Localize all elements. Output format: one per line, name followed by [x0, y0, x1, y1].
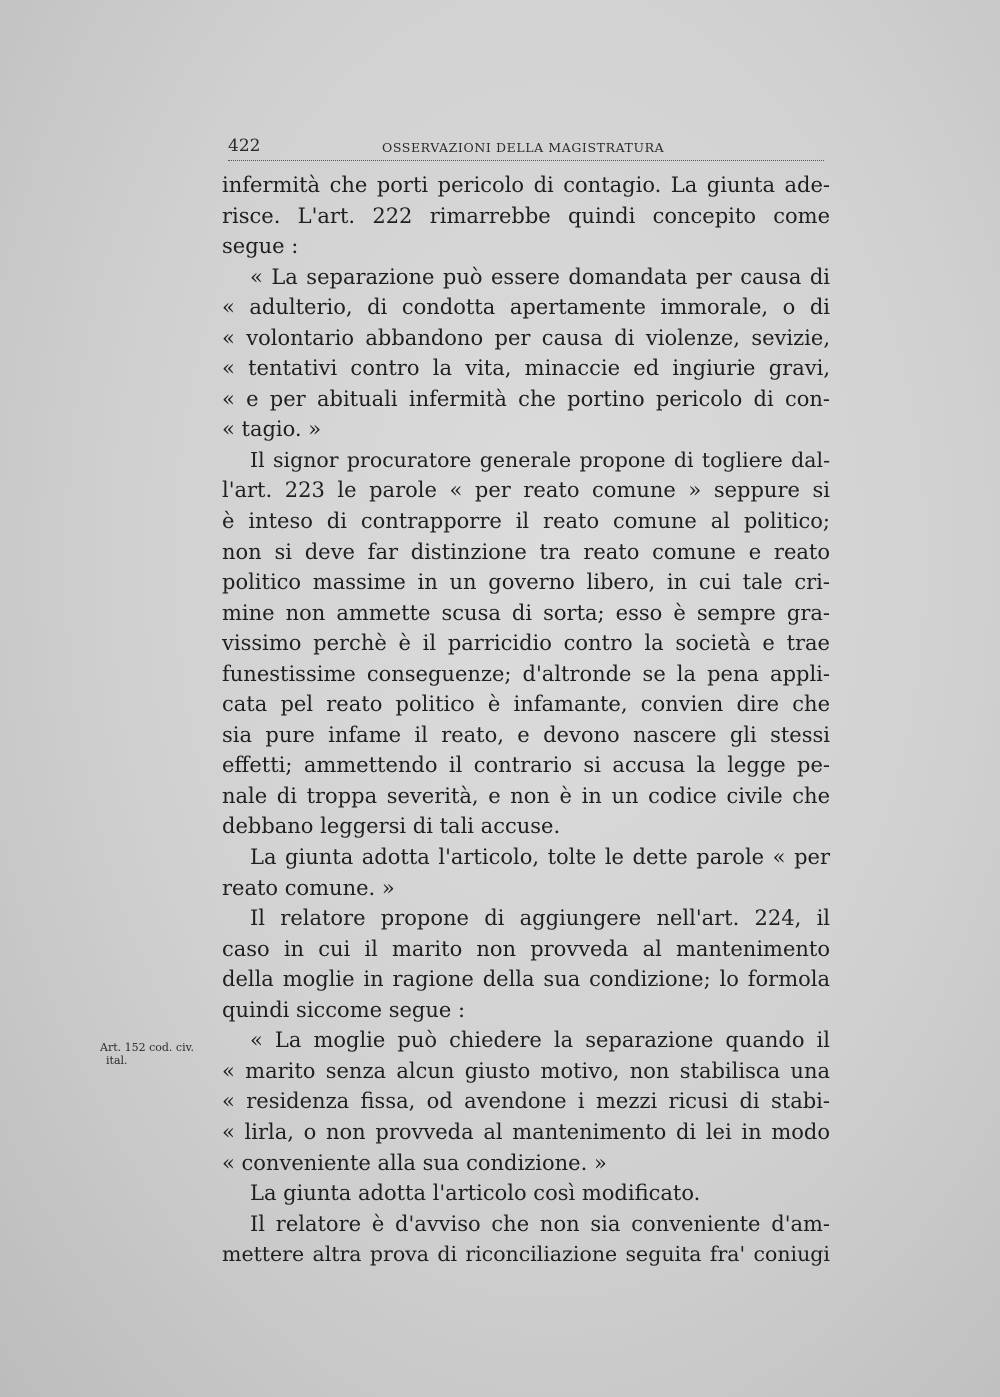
text-line: funestissime conseguenze; d'altronde se la pena appli- — [222, 661, 830, 686]
text-line: « La moglie può chiedere la separazione quando il — [250, 1028, 830, 1053]
text-line: debbano leggersi di tali accuse. — [222, 814, 561, 839]
text-line: mine non ammette scusa di sorta; esso è sempre gra- — [222, 600, 830, 625]
text-line: è inteso di contrapporre il reato comune al politico; — [222, 509, 830, 534]
text-line: « lirla, o non provveda al mantenimento di lei in modo — [222, 1119, 830, 1144]
margin-note-line: ital. — [106, 1054, 128, 1067]
text-line: effetti; ammettendo il contrario si accusa la legge pe- — [222, 753, 830, 778]
text-line: La giunta adotta l'articolo così modificato. — [250, 1181, 701, 1206]
text-line: segue : — [222, 234, 299, 259]
text-line: politico massime in un governo libero, in cui tale cri- — [222, 570, 830, 595]
text-line: « tentativi contro la vita, minaccie ed ingiurie gravi, — [222, 356, 830, 381]
text-line: « La separazione può essere domandata per causa di — [250, 264, 830, 289]
text-line: non si deve far distinzione tra reato comune e reato — [222, 539, 830, 564]
text-line: Il relatore è d'avviso che non sia conveniente d'am- — [250, 1211, 830, 1236]
text-line: « conveniente alla sua condizione. » — [222, 1150, 607, 1175]
text-line: della moglie in ragione della sua condizione; lo formola — [222, 967, 830, 992]
text-line: reato comune. » — [222, 875, 395, 900]
text-line: « volontario abbandono per causa di violenze, sevizie, — [222, 325, 830, 350]
text-line: « tagio. » — [222, 417, 322, 442]
text-line: Il signor procuratore generale propone di togliere dal- — [250, 447, 830, 472]
text-line: caso in cui il marito non provveda al mantenimento — [222, 936, 830, 961]
margin-note-line: Art. 152 cod. civ. — [100, 1041, 195, 1054]
text-line: sia pure infame il reato, e devono nascere gli stessi — [222, 722, 830, 747]
text-line: mettere altra prova di riconciliazione seguita fra' coniugi — [222, 1242, 830, 1267]
text-line: « residenza fissa, od avendone i mezzi ricusi di stabi- — [222, 1089, 830, 1114]
text-line: quindi siccome segue : — [222, 997, 466, 1022]
text-line: vissimo perchè è il parricidio contro la società e trae — [222, 631, 830, 656]
text-line: La giunta adotta l'articolo, tolte le dette parole « per — [250, 845, 830, 870]
text-line: « marito senza alcun giusto motivo, non stabilisca una — [222, 1058, 830, 1083]
text-line: nale di troppa severità, e non è in un codice civile che — [222, 783, 830, 808]
text-line: risce. L'art. 222 rimarrebbe quindi concepito come — [222, 203, 830, 228]
text-line: l'art. 223 le parole « per reato comune » seppure si — [222, 478, 830, 503]
margin-note — [100, 1041, 210, 1067]
text-line: « adulterio, di condotta apertamente immorale, o di — [222, 295, 830, 320]
text-line: cata pel reato politico è infamante, convien dire che — [222, 692, 830, 717]
running-head: OSSERVAZIONI DELLA MAGISTRATURA — [382, 140, 665, 155]
text-line: Il relatore propone di aggiungere nell'art. 224, il — [250, 906, 830, 931]
text-line: infermità che porti pericolo di contagio. La giunta ade- — [222, 173, 830, 197]
body-text — [222, 170, 830, 1270]
text-line: « e per abituali infermità che portino pericolo di con- — [222, 386, 830, 411]
page-number: 422 — [228, 136, 261, 156]
page-header — [228, 136, 824, 161]
